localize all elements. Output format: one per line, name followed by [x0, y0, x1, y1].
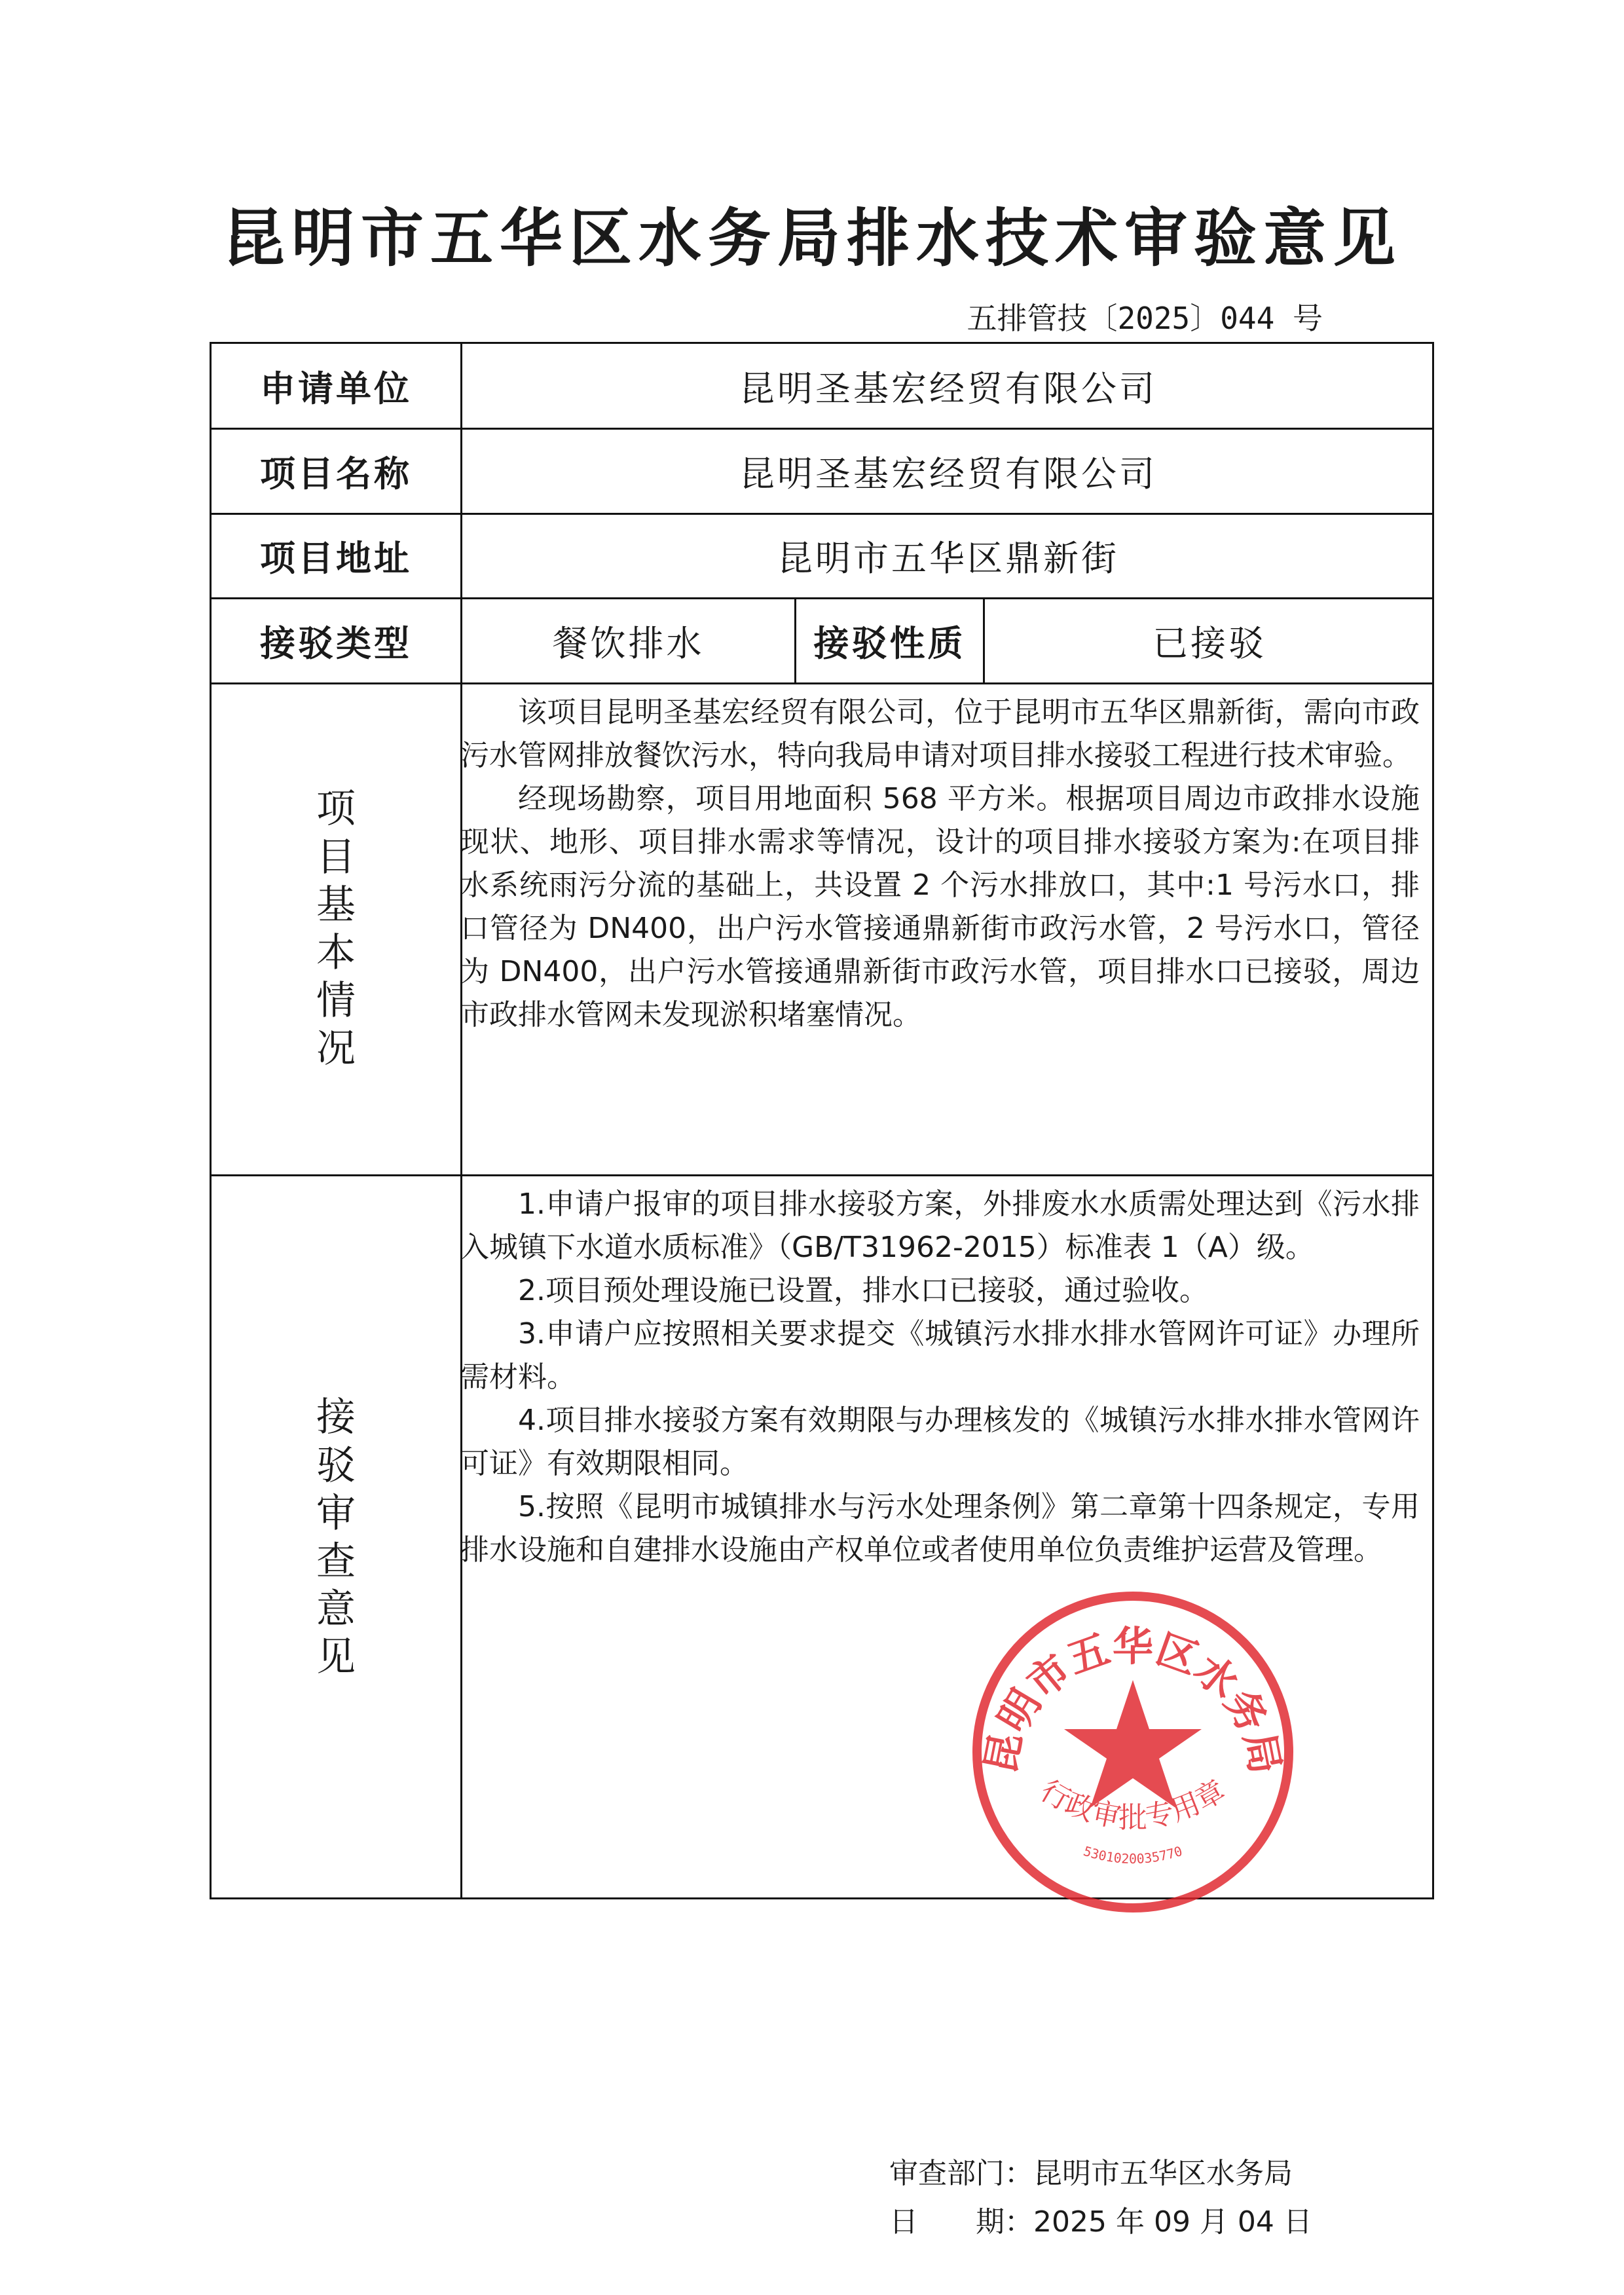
applicant-label: 申请单位 [260, 367, 412, 409]
official-seal-icon [963, 1582, 1303, 1922]
basic-info-label-char: 况 [316, 1026, 356, 1072]
review-item: 5.按照《昆明市城镇排水与污水处理条例》第二章第十四条规定，专用排水设施和自建排水设施由产权单位或者使用单位负责维护运营及管理。 [460, 1490, 1420, 1567]
review-label-char: 见 [316, 1634, 356, 1681]
review-label-char: 驳 [316, 1442, 356, 1489]
review-item: 2.项目预处理设施已设置，排水口已接驳，通过验收。 [518, 1274, 1208, 1307]
review-department-label: 审查部门： [889, 2157, 1033, 2190]
basic-info-content [460, 691, 1420, 1037]
seal-bottom-text: 行政审批专用章 [1035, 1774, 1231, 1835]
basic-info-label-char: 目 [316, 834, 356, 880]
project-address-label: 项目地址 [260, 538, 412, 579]
project-name-value: 昆明圣基宏经贸有限公司 [739, 453, 1157, 494]
review-date-label: 日 期： [889, 2205, 1033, 2239]
review-label-char: 接 [316, 1394, 356, 1441]
review-date-value: 2025 年 09 月 04 日 [1033, 2205, 1312, 2239]
review-label-char: 审 [316, 1490, 356, 1537]
seal-top-text: 昆明市五华区水务局 [976, 1622, 1290, 1778]
connection-nature-label: 接驳性质 [813, 623, 966, 664]
basic-info-label-char: 项 [316, 786, 356, 832]
project-address-value: 昆明市五华区鼎新街 [777, 538, 1119, 579]
applicant-value: 昆明圣基宏经贸有限公司 [739, 367, 1157, 409]
review-item: 1.申请户报审的项目排水接驳方案，外排废水水质需处理达到《污水排入城镇下水道水质标准》（GB/T31962-2015）标准表 1（A）级。 [460, 1187, 1420, 1264]
review-label-char: 意 [316, 1586, 356, 1633]
project-name-label: 项目名称 [260, 453, 412, 494]
review-label-char: 查 [316, 1539, 356, 1584]
review-department-value: 昆明市五华区水务局 [1033, 2157, 1293, 2190]
review-opinion-content [460, 1183, 1420, 1572]
review-date [889, 2198, 1312, 2240]
review-item: 3.申请户应按照相关要求提交《城镇污水排水排水管网许可证》办理所需材料。 [460, 1317, 1420, 1394]
connection-nature-value: 已接驳 [1153, 623, 1266, 664]
basic-info-label-char: 本 [316, 930, 356, 976]
connection-type-label: 接驳类型 [260, 623, 412, 664]
basic-info-label-char: 基 [316, 882, 356, 928]
basic-info-label-char: 情 [316, 978, 356, 1024]
basic-info-section [212, 684, 1432, 1174]
review-item: 4.项目排水接驳方案有效期限与办理核发的《城镇污水排水排水管网许可证》有效期限相同。 [460, 1404, 1420, 1480]
review-department [889, 2150, 1293, 2192]
basic-info-paragraph: 经现场勘察，项目用地面积 568 平方米。根据项目周边市政排水设施现状、地形、项目排水需求等情况，设计的项目排水接驳方案为:在项目排水系统雨污分流的基础上，共设置 2 个污水排放口，其中:1 号污水口，排口管径为 DN400，出户污水管接通鼎新街市政污水管，2 号污水口，管径为 DN400，出户污水管接通鼎新街市政污水管，项目排水口已接驳，周边市政排水管网未发现淤积堵塞情况。 [460, 782, 1420, 1032]
document-number: 五排管技〔2025〕044 号 [967, 301, 1323, 336]
seal-serial-text: 5301020035770 [1081, 1842, 1185, 1867]
document-title: 昆明市五华区水务局排水技术审验意见 [222, 202, 1402, 275]
connection-type-value: 餐饮排水 [552, 623, 705, 664]
seal-star-icon [1064, 1680, 1202, 1808]
basic-info-paragraph: 该项目昆明圣基宏经贸有限公司，位于昆明市五华区鼎新街，需向市政污水管网排放餐饮污水，特向我局申请对项目排水接驳工程进行技术审验。 [460, 696, 1420, 772]
